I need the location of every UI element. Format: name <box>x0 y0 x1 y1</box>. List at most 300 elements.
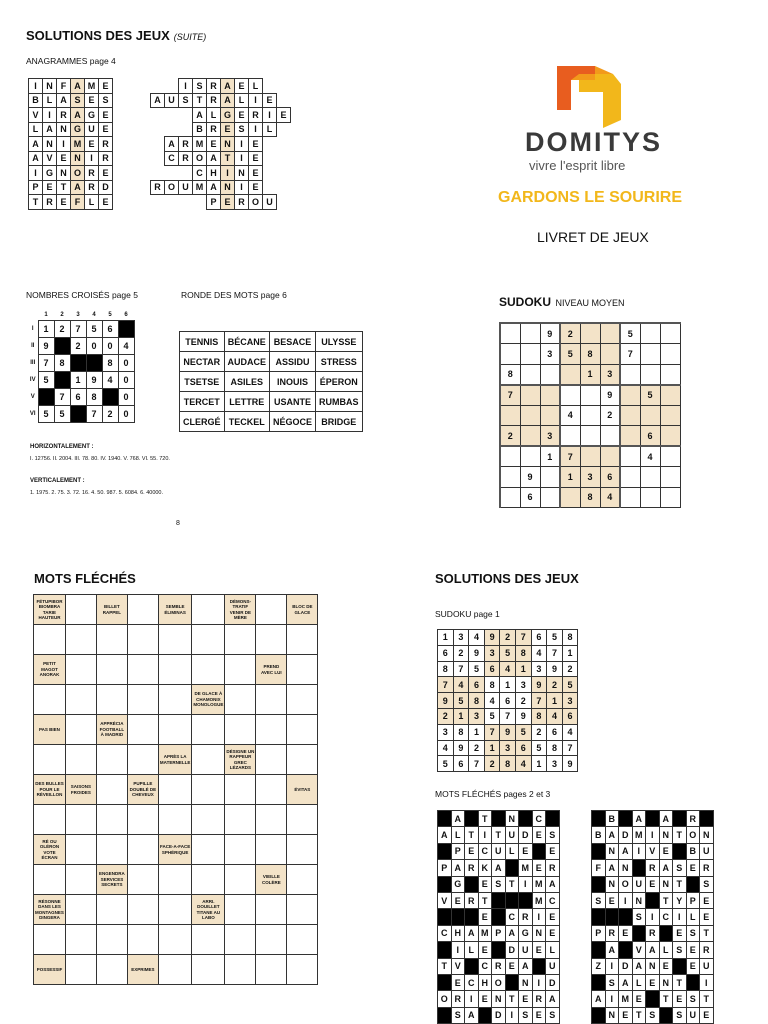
letter-cell: P <box>451 843 465 859</box>
answer-cell <box>225 625 256 655</box>
letter-cell: L <box>686 909 700 925</box>
letter-cell: O <box>71 166 85 181</box>
letter-cell: S <box>673 942 687 958</box>
letter-cell: E <box>505 958 519 974</box>
answer-cell <box>192 655 225 685</box>
sudoku-cell: 1 <box>540 446 560 467</box>
sudoku-solution-cell: 6 <box>547 724 563 740</box>
answer-cell <box>287 895 318 925</box>
sudoku-solution-cell: 9 <box>547 661 563 677</box>
sudoku-solution-cell: 1 <box>500 677 516 693</box>
black-cell <box>102 388 118 405</box>
sudoku-cell: 7 <box>560 446 580 467</box>
letter-cell: S <box>99 93 113 108</box>
sudoku-solution-cell: 1 <box>453 708 469 724</box>
clue-cell: SEMBLE ÉLIMINAS <box>158 595 191 625</box>
letter-cell: I <box>249 93 263 108</box>
letter-cell: U <box>263 195 277 210</box>
sudoku-cell <box>580 323 600 344</box>
answer-cell <box>158 955 191 985</box>
letter-cell: C <box>546 892 560 908</box>
answer-cell <box>96 745 127 775</box>
clue-cell: APPRÉCIA FOOTBALL À MADRID <box>96 715 127 745</box>
answer-cell <box>287 715 318 745</box>
letter-cell: E <box>235 79 249 94</box>
letter-cell: E <box>57 195 71 210</box>
answer-cell <box>158 775 191 805</box>
answer-cell <box>158 655 191 685</box>
answer-cell <box>65 865 96 895</box>
letter-cell: A <box>29 137 43 152</box>
number-cell: 0 <box>118 388 134 405</box>
letter-cell: N <box>532 925 546 941</box>
letter-cell: E <box>221 195 235 210</box>
answer-cell <box>65 955 96 985</box>
sudoku-solution-cell: 2 <box>453 645 469 661</box>
answer-cell <box>192 835 225 865</box>
letter-cell: A <box>71 108 85 123</box>
sudoku-cell <box>500 323 520 344</box>
letter-cell: E <box>99 108 113 123</box>
letter-cell: M <box>85 79 99 94</box>
sudoku-solution-cell: 1 <box>547 693 563 709</box>
letter-cell: D <box>619 958 633 974</box>
letter-cell: N <box>700 827 714 843</box>
letter-cell: P <box>592 925 606 941</box>
sudoku-cell <box>520 426 540 447</box>
letter-cell: E <box>478 991 492 1007</box>
sudoku-cell <box>640 323 660 344</box>
letter-cell: R <box>519 909 533 925</box>
letter-cell: L <box>235 93 249 108</box>
sudoku-solution-cell: 5 <box>515 724 531 740</box>
sudoku-cell <box>560 487 580 508</box>
sudoku-solution-cell: 4 <box>547 708 563 724</box>
letter-cell: T <box>438 958 452 974</box>
black-cell <box>686 974 700 990</box>
letter-cell: E <box>619 925 633 941</box>
letter-cell: A <box>492 860 506 876</box>
horizontal-text: I. 12756. II. 2004. III. 78. 80. IV. 1940. V. 768. VI. 55. 720. <box>30 456 170 462</box>
black-cell <box>438 909 452 925</box>
letter-cell: U <box>546 958 560 974</box>
answer-cell <box>96 955 127 985</box>
sudoku-solution-cell: 6 <box>562 708 578 724</box>
letter-cell: N <box>659 974 673 990</box>
anagram-row <box>151 79 291 94</box>
black-cell <box>465 909 479 925</box>
letter-cell: I <box>85 151 99 166</box>
clue-cell: ARRI. DOUILLET TITANE AU LABO <box>192 895 225 925</box>
sudoku-cell: 9 <box>540 323 560 344</box>
black-cell <box>619 909 633 925</box>
solutions-title: SOLUTIONS DES JEUX (SUITE) <box>26 28 207 43</box>
clue-cell: APRÈS LA MATERNELLE <box>158 745 191 775</box>
sudoku-solution-cell: 8 <box>515 645 531 661</box>
empty-cell <box>179 166 193 181</box>
letter-cell: M <box>532 876 546 892</box>
word-cell: NÉGOCE <box>270 412 316 432</box>
letter-cell: S <box>71 93 85 108</box>
empty-cell <box>151 137 165 152</box>
empty-cell <box>193 195 207 210</box>
letter-cell: A <box>57 93 71 108</box>
sudoku-solution-cell: 3 <box>547 756 563 772</box>
letter-cell: D <box>619 827 633 843</box>
letter-cell: S <box>700 876 714 892</box>
letter-cell: E <box>249 166 263 181</box>
letter-cell: R <box>605 925 619 941</box>
letter-cell: A <box>29 151 43 166</box>
letter-cell: A <box>207 180 221 195</box>
empty-cell <box>277 93 291 108</box>
sudoku-cell <box>660 487 680 508</box>
number-cell: 9 <box>86 371 102 388</box>
anagram-row <box>29 195 113 210</box>
empty-cell <box>151 79 165 94</box>
empty-cell <box>179 108 193 123</box>
answer-cell <box>34 925 66 955</box>
sudoku-solution-cell: 7 <box>438 677 454 693</box>
black-cell <box>492 942 506 958</box>
answer-cell <box>192 925 225 955</box>
letter-cell: F <box>592 860 606 876</box>
clue-cell: ÉVITAS <box>287 775 318 805</box>
letter-cell: M <box>478 925 492 941</box>
answer-cell <box>127 595 158 625</box>
black-cell <box>492 811 506 827</box>
sudoku-cell: 6 <box>640 426 660 447</box>
letter-cell: R <box>700 860 714 876</box>
letter-cell: V <box>43 151 57 166</box>
answer-cell <box>192 775 225 805</box>
letter-cell: Z <box>592 958 606 974</box>
black-cell <box>592 811 606 827</box>
letter-cell: A <box>619 974 633 990</box>
sudoku-solution-cell: 3 <box>484 645 500 661</box>
sudoku-cell <box>580 385 600 406</box>
letter-cell: T <box>492 827 506 843</box>
sudoku-cell: 4 <box>640 446 660 467</box>
number-cell: 4 <box>102 371 118 388</box>
clue-cell: DE GLACE À CHAMONIX MONOLOGUE <box>192 685 225 715</box>
letter-cell: V <box>632 942 646 958</box>
word-cell: ÉPERON <box>316 372 363 392</box>
letter-cell: E <box>686 860 700 876</box>
black-cell <box>465 811 479 827</box>
letter-cell: T <box>478 892 492 908</box>
sudoku-solution-cell: 5 <box>453 693 469 709</box>
letter-cell: E <box>99 195 113 210</box>
sudoku-cell <box>540 467 560 488</box>
subtitle: LIVRET DE JEUX <box>537 229 649 245</box>
sudoku-cell <box>620 467 640 488</box>
letter-cell: I <box>235 137 249 152</box>
sudoku-cell: 4 <box>600 487 620 508</box>
answer-cell <box>256 715 287 745</box>
letter-cell: R <box>465 860 479 876</box>
empty-cell <box>151 166 165 181</box>
sudoku-solution-cell: 7 <box>531 693 547 709</box>
letter-cell: H <box>478 974 492 990</box>
letter-cell: M <box>519 860 533 876</box>
word-cell: TECKEL <box>224 412 270 432</box>
sudoku-cell: 7 <box>620 344 640 365</box>
row-header: II <box>31 342 35 349</box>
answer-cell <box>287 745 318 775</box>
answer-cell <box>65 595 96 625</box>
letter-cell: F <box>57 79 71 94</box>
sudoku-solution-cell: 3 <box>531 661 547 677</box>
letter-cell: R <box>43 195 57 210</box>
letter-cell: E <box>619 1007 633 1023</box>
sudoku-cell <box>600 426 620 447</box>
number-cell: 2 <box>70 337 86 354</box>
col-header: 4 <box>92 311 96 318</box>
row-header: VI <box>29 410 36 417</box>
letter-cell: E <box>605 892 619 908</box>
letter-cell: E <box>451 892 465 908</box>
sudoku-solution-cell: 9 <box>562 756 578 772</box>
sudoku-solution-cell: 4 <box>469 630 485 646</box>
sudoku-cell: 3 <box>600 364 620 385</box>
number-cell: 2 <box>102 405 118 422</box>
clue-cell: RÉSONNE DANS LES MONTAGNES DINGERA <box>34 895 66 925</box>
letter-cell: H <box>207 166 221 181</box>
letter-cell: B <box>686 843 700 859</box>
word-cell: ASILES <box>224 372 270 392</box>
sudoku-cell <box>540 364 560 385</box>
sudoku-solution-cell: 8 <box>500 756 516 772</box>
black-cell <box>438 811 452 827</box>
letter-cell: I <box>249 122 263 137</box>
letter-cell: P <box>686 892 700 908</box>
word-cell: BÉCANE <box>224 332 270 352</box>
clue-cell: PAS BIEN <box>34 715 66 745</box>
letter-cell: L <box>505 843 519 859</box>
answer-cell <box>158 925 191 955</box>
sudoku-solution-cell: 9 <box>484 630 500 646</box>
letter-cell: T <box>673 827 687 843</box>
number-cell: 0 <box>102 337 118 354</box>
word-cell: TENNIS <box>180 332 225 352</box>
clue-cell: SAISONS FROIDES <box>65 775 96 805</box>
letter-cell: N <box>71 151 85 166</box>
letter-cell: E <box>235 108 249 123</box>
sudoku-cell <box>520 364 540 385</box>
letter-cell: A <box>519 958 533 974</box>
answer-cell <box>158 805 191 835</box>
sudoku-cell: 2 <box>500 426 520 447</box>
row-header: IV <box>29 376 36 383</box>
empty-cell <box>165 108 179 123</box>
sudoku-cell <box>640 364 660 385</box>
answer-cell <box>96 895 127 925</box>
letter-cell: U <box>686 1007 700 1023</box>
letter-cell: I <box>646 909 660 925</box>
sudoku-solution-cell: 2 <box>469 740 485 756</box>
sudoku-cell <box>580 446 600 467</box>
answer-cell <box>256 835 287 865</box>
sudoku-solution-cell: 5 <box>484 708 500 724</box>
letter-cell: E <box>646 876 660 892</box>
sudoku-solution-cell: 7 <box>469 756 485 772</box>
number-cell: 5 <box>54 405 70 422</box>
letter-cell: E <box>221 122 235 137</box>
sudoku-solution-cell: 5 <box>562 677 578 693</box>
black-cell <box>438 843 452 859</box>
letter-cell: A <box>207 151 221 166</box>
letter-cell: N <box>221 137 235 152</box>
sudoku-cell: 7 <box>500 385 520 406</box>
empty-cell <box>179 122 193 137</box>
letter-cell: R <box>207 122 221 137</box>
answer-cell <box>192 865 225 895</box>
black-cell <box>592 942 606 958</box>
letter-cell: I <box>505 1007 519 1023</box>
black-cell <box>546 811 560 827</box>
col-header: 2 <box>60 311 64 318</box>
letter-cell: G <box>71 122 85 137</box>
black-cell <box>532 958 546 974</box>
answer-cell <box>256 685 287 715</box>
empty-cell <box>277 166 291 181</box>
sudoku-cell <box>660 446 680 467</box>
sudoku-cell <box>600 446 620 467</box>
letter-cell: C <box>505 909 519 925</box>
black-cell <box>438 876 452 892</box>
letter-cell: O <box>165 180 179 195</box>
letter-cell: M <box>193 137 207 152</box>
answer-cell <box>192 955 225 985</box>
answer-cell <box>192 715 225 745</box>
answer-cell <box>225 925 256 955</box>
sudoku-solution-cell: 2 <box>500 630 516 646</box>
mf-solution-left-grid <box>437 810 560 1024</box>
letter-cell: U <box>179 180 193 195</box>
word-cell: RUMBAS <box>316 392 363 412</box>
letter-cell: G <box>85 108 99 123</box>
letter-cell: K <box>478 860 492 876</box>
letter-cell: N <box>519 974 533 990</box>
letter-cell: I <box>519 876 533 892</box>
letter-cell: I <box>532 974 546 990</box>
anagram-row <box>29 79 113 94</box>
letter-cell: S <box>686 991 700 1007</box>
col-header: 3 <box>76 311 80 318</box>
letter-cell: Y <box>673 892 687 908</box>
letter-cell: M <box>532 892 546 908</box>
letter-cell: S <box>179 93 193 108</box>
letter-cell: V <box>646 843 660 859</box>
answer-cell <box>127 745 158 775</box>
letter-cell: R <box>99 151 113 166</box>
black-cell <box>646 892 660 908</box>
sudoku-cell <box>640 467 660 488</box>
letter-cell: E <box>546 909 560 925</box>
clue-cell: DÉSIGNE UN RAPPEUR GREC LÉZARDS <box>225 745 256 775</box>
vertical-label: VERTICALEMENT : <box>30 478 85 484</box>
empty-cell <box>263 137 277 152</box>
letter-cell: A <box>451 860 465 876</box>
anagrammes-label: ANAGRAMMES page 4 <box>26 56 116 66</box>
answer-cell <box>158 715 191 745</box>
number-cell: 8 <box>54 354 70 371</box>
letter-cell: I <box>478 827 492 843</box>
letter-cell: T <box>673 974 687 990</box>
letter-cell: N <box>659 876 673 892</box>
sudoku-cell: 5 <box>560 344 580 365</box>
black-cell <box>673 958 687 974</box>
col-header: 6 <box>124 311 128 318</box>
black-cell <box>632 860 646 876</box>
sudoku-cell: 8 <box>580 487 600 508</box>
letter-cell: O <box>438 991 452 1007</box>
sudoku-cell <box>500 467 520 488</box>
letter-cell: E <box>700 909 714 925</box>
brand-name: DOMITYS <box>525 127 663 157</box>
letter-cell: O <box>193 151 207 166</box>
black-cell <box>619 811 633 827</box>
clue-cell: DÉMONS-TRATIF VENIR DE MÈRE <box>225 595 256 625</box>
sudoku-solution-cell: 8 <box>484 677 500 693</box>
anagram-row <box>29 180 113 195</box>
letter-cell: E <box>465 843 479 859</box>
sudoku-solution-cell: 2 <box>562 661 578 677</box>
sudoku-cell <box>620 405 640 426</box>
sudoku-cell <box>660 364 680 385</box>
sudoku-solution-cell: 3 <box>562 693 578 709</box>
word-cell: LETTRE <box>224 392 270 412</box>
sudoku-solution-cell: 2 <box>484 756 500 772</box>
black-cell <box>519 892 533 908</box>
letter-cell: E <box>85 137 99 152</box>
answer-cell <box>96 835 127 865</box>
letter-cell: E <box>263 93 277 108</box>
clue-cell: PREND AVEC LUI <box>256 655 287 685</box>
letter-cell: R <box>179 137 193 152</box>
letter-cell: R <box>151 180 165 195</box>
answer-cell <box>34 805 66 835</box>
letter-cell: A <box>438 827 452 843</box>
answer-cell <box>225 775 256 805</box>
clue-cell: PETIT MAGOT ANORAK <box>34 655 66 685</box>
letter-cell: A <box>165 137 179 152</box>
letter-cell: E <box>659 958 673 974</box>
letter-cell: N <box>605 876 619 892</box>
anagrammes-right-grid <box>150 78 291 210</box>
letter-cell: E <box>632 991 646 1007</box>
letter-cell: E <box>546 925 560 941</box>
letter-cell: E <box>659 843 673 859</box>
letter-cell: R <box>492 958 506 974</box>
letter-cell: E <box>207 137 221 152</box>
letter-cell: S <box>451 1007 465 1023</box>
letter-cell: N <box>57 166 71 181</box>
black-cell <box>673 811 687 827</box>
sudoku-solution-cell: 2 <box>547 677 563 693</box>
sudoku-cell <box>580 405 600 426</box>
answer-cell <box>287 805 318 835</box>
sudoku-grid <box>499 322 681 508</box>
number-cell: 7 <box>54 388 70 405</box>
letter-cell: C <box>659 909 673 925</box>
sudoku-solution-cell: 6 <box>484 661 500 677</box>
black-cell <box>505 860 519 876</box>
word-cell: ASSIDU <box>270 352 316 372</box>
answer-cell <box>65 805 96 835</box>
letter-cell: G <box>43 166 57 181</box>
